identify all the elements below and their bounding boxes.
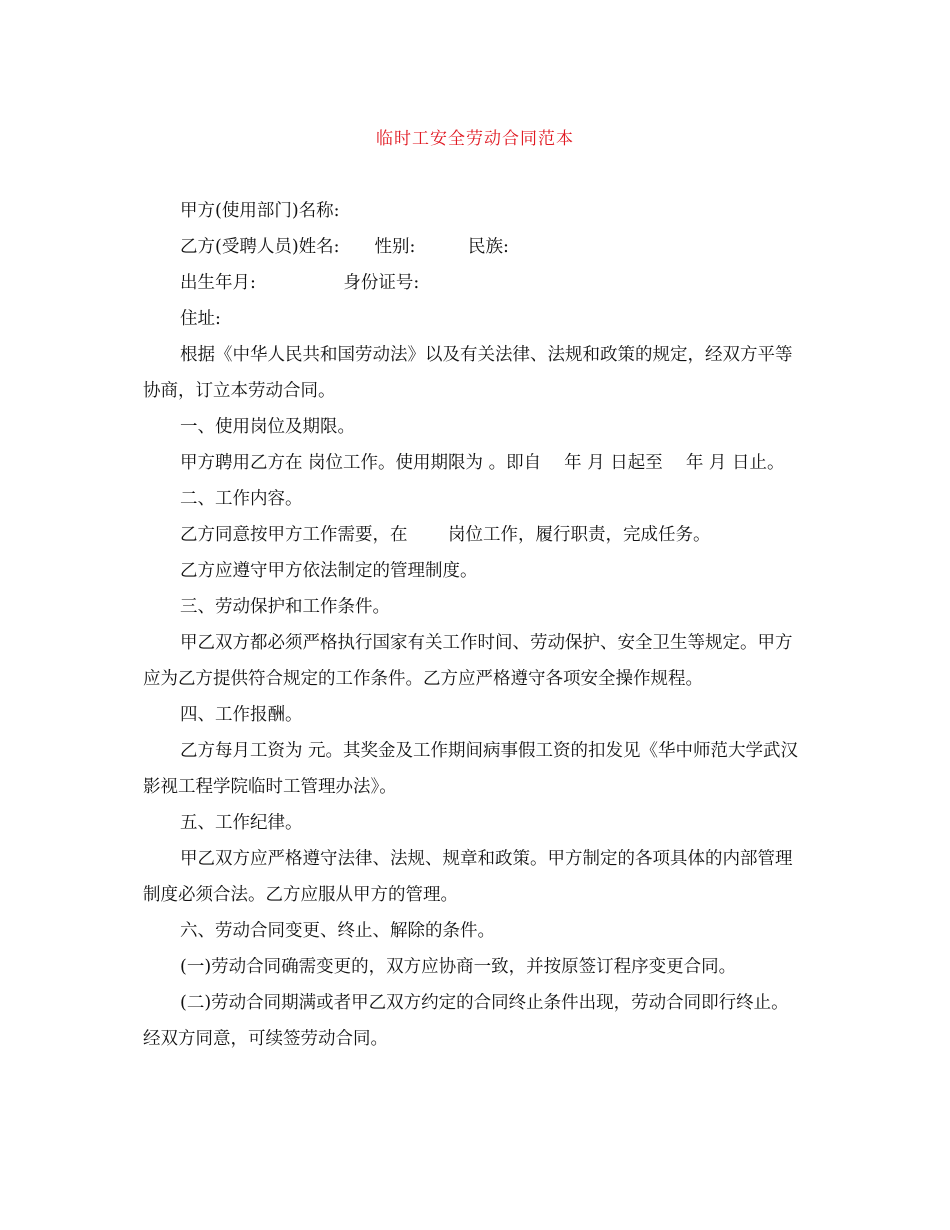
- party-a-name-line: 甲方(使用部门)名称:: [180, 201, 340, 221]
- party-b-info-line: 乙方(受聘人员)姓名: 性别: 民族:: [180, 237, 509, 257]
- section-heading-6: 六、劳动合同变更、终止、解除的条件。: [180, 921, 495, 941]
- section-4-paragraph: 乙方每月工资为 元。其奖金及工作期间病事假工资的扣发见《华中师范大学武汉影视工程学院临时工管理办法》。: [143, 741, 799, 797]
- document-body: [143, 193, 803, 1057]
- section-6-clause-1: (一)劳动合同确需变更的，双方应协商一致，并按原签订程序变更合同。: [180, 957, 737, 977]
- section-3-paragraph: 甲乙双方都必须严格执行国家有关工作时间、劳动保护、安全卫生等规定。甲方应为乙方提供符合规定的工作条件。乙方应严格遵守各项安全操作规程。: [143, 633, 793, 689]
- address-line: 住址:: [180, 309, 221, 329]
- document-title: 临时工安全劳动合同范本: [376, 129, 574, 149]
- section-2-paragraph-2: 乙方应遵守甲方依法制定的管理制度。: [180, 561, 478, 581]
- birth-id-line: 出生年月: 身份证号:: [180, 273, 420, 293]
- section-heading-5: 五、工作纪律。: [180, 813, 303, 833]
- section-heading-1: 一、使用岗位及期限。: [180, 417, 355, 437]
- preamble-paragraph: 根据《中华人民共和国劳动法》以及有关法律、法规和政策的规定，经双方平等协商，订立本劳动合同。: [143, 345, 793, 401]
- section-1-paragraph: 甲方聘用乙方在 岗位工作。使用期限为 。即自 年 月 日起至 年 月 日止。: [180, 453, 785, 473]
- section-heading-4: 四、工作报酬。: [180, 705, 303, 725]
- section-5-paragraph: 甲乙双方应严格遵守法律、法规、规章和政策。甲方制定的各项具体的内部管理制度必须合法。乙方应服从甲方的管理。: [143, 849, 793, 905]
- section-heading-3: 三、劳动保护和工作条件。: [180, 597, 390, 617]
- section-heading-2: 二、工作内容。: [180, 489, 303, 509]
- section-6-clause-2: (二)劳动合同期满或者甲乙双方约定的合同终止条件出现，劳动合同即行终止。经双方同意，可续签劳动合同。: [143, 993, 789, 1049]
- section-2-paragraph-1: 乙方同意按甲方工作需要，在 岗位工作，履行职责，完成任务。: [180, 525, 711, 545]
